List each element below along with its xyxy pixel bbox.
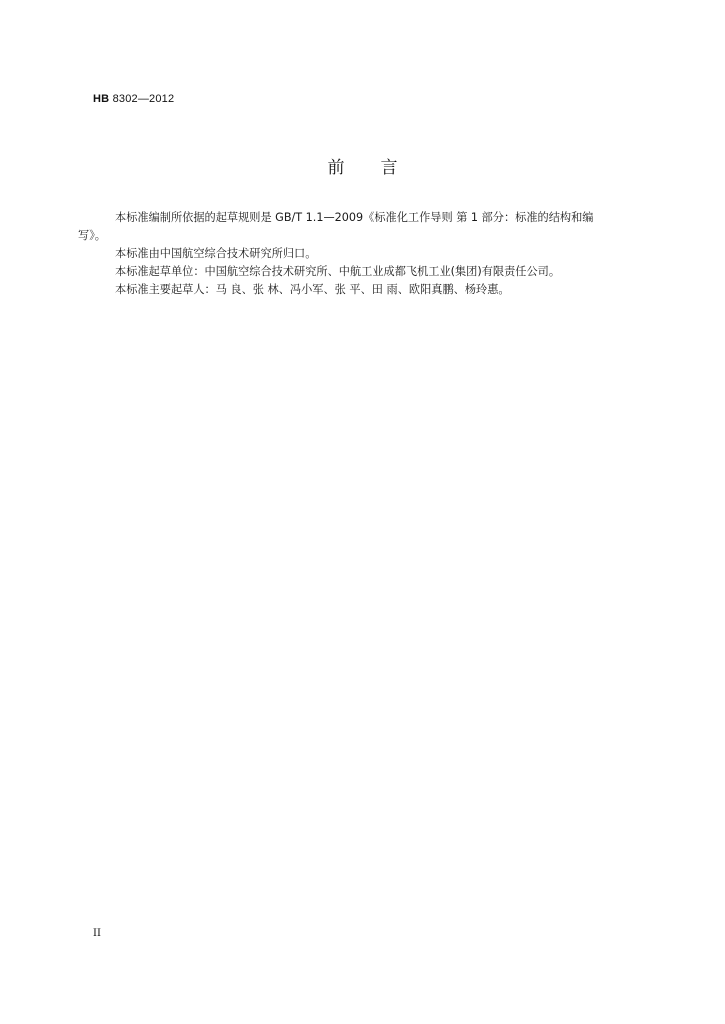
standard-code [93,93,174,105]
standard-prefix: HB [93,93,110,105]
title-char-1: 前 [327,158,345,178]
page-title [0,153,725,178]
paragraph-drafting-rules-continued: 写》。 [78,229,106,242]
standard-number: 8302—2012 [112,93,175,105]
page-number: II [93,928,101,939]
foreword-body [78,209,653,299]
paragraph-drafters: 本标准主要起草人：马 良、张 林、冯小军、张 平、田 雨、欧阳真鹏、杨玲惠。 [115,283,510,296]
paragraph-responsible-unit: 本标准由中国航空综合技术研究所归口。 [115,247,317,260]
paragraph-drafting-units: 本标准起草单位：中国航空综合技术研究所、中航工业成都飞机工业(集团)有限责任公司。 [115,265,561,278]
title-char-2: 言 [380,158,398,178]
paragraph-drafting-rules: 本标准编制所依据的起草规则是 GB/T 1.1—2009《标准化工作导则 第 1 部分：标准的结构和编 [115,211,594,224]
